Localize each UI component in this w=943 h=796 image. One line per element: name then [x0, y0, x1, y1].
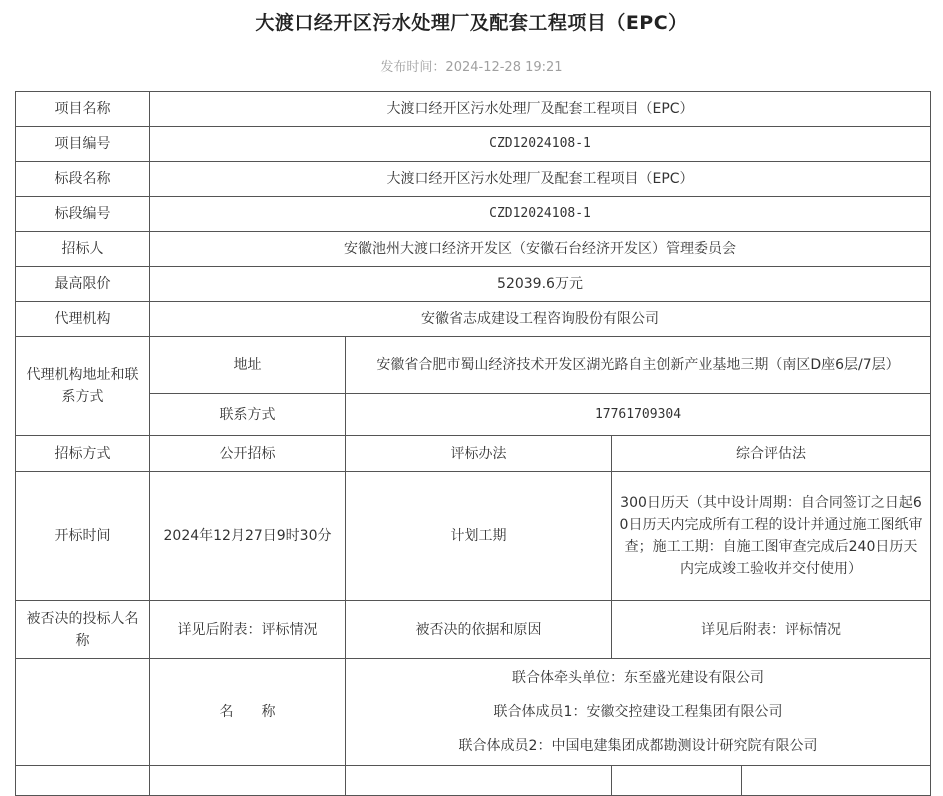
project-name-label: 项目名称 — [16, 92, 150, 127]
open-time-value: 2024年12月27日9时30分 — [150, 472, 346, 601]
table-cell — [612, 766, 742, 796]
agency-phone-value: 17761709304 — [346, 394, 931, 436]
table-cell — [742, 766, 931, 796]
eval-method-label: 评标办法 — [346, 436, 612, 472]
rejected-reason-value: 详见后附表：评标情况 — [612, 601, 931, 659]
list-item: 联合体成员2：中国电建集团成都勘测设计研究院有限公司 — [458, 738, 818, 754]
table-row — [16, 267, 931, 302]
tender-method-label: 招标方式 — [16, 436, 150, 472]
plan-period-value: 300日历天（其中设计周期：自合同签订之日起60日历天内完成所有工程的设计并通过施工图纸审查；施工工期：自施工图审查完成后240日历天内完成竣工验收并交付使用） — [612, 472, 931, 601]
max-price-value: 52039.6万元 — [150, 267, 931, 302]
project-no-value: CZD12024108-1 — [150, 127, 931, 162]
section-name-value: 大渡口经开区污水处理厂及配套工程项目（EPC） — [150, 162, 931, 197]
tenderer-label: 招标人 — [16, 232, 150, 267]
table-cell — [16, 766, 150, 796]
tender-method-value: 公开招标 — [150, 436, 346, 472]
table-row — [16, 337, 931, 394]
table-row — [16, 302, 931, 337]
max-price-label: 最高限价 — [16, 267, 150, 302]
table-row — [16, 92, 931, 127]
table-row — [16, 197, 931, 232]
table-row — [16, 232, 931, 267]
table-row — [16, 766, 931, 796]
section-no-label: 标段编号 — [16, 197, 150, 232]
rejected-bidder-label: 被否决的投标人名称 — [16, 601, 150, 659]
list-item: 联合体成员1：安徽交控建设工程集团有限公司 — [493, 704, 783, 720]
winner-section-label — [16, 659, 150, 766]
project-name-value: 大渡口经开区污水处理厂及配套工程项目（EPC） — [150, 92, 931, 127]
page-title: 大渡口经开区污水处理厂及配套工程项目（EPC） — [255, 12, 688, 34]
section-no-value: CZD12024108-1 — [150, 197, 931, 232]
agency-value: 安徽省志成建设工程咨询股份有限公司 — [150, 302, 931, 337]
tenderer-value: 安徽池州大渡口经济开发区（安徽石台经济开发区）管理委员会 — [150, 232, 931, 267]
publish-time-label: 发布时间： — [380, 60, 446, 75]
section-name-label: 标段名称 — [16, 162, 150, 197]
publish-time-row — [0, 56, 943, 75]
table-row — [16, 601, 931, 659]
winner-name-list — [346, 659, 931, 766]
rejected-bidder-value: 详见后附表：评标情况 — [150, 601, 346, 659]
agency-phone-label: 联系方式 — [150, 394, 346, 436]
winner-name-label: 名 称 — [150, 659, 346, 766]
agency-address-label: 地址 — [150, 337, 346, 394]
agency-address-value: 安徽省合肥市蜀山经济技术开发区湖光路自主创新产业基地三期（南区D座6层/7层） — [346, 337, 931, 394]
eval-method-value: 综合评估法 — [612, 436, 931, 472]
open-time-label: 开标时间 — [16, 472, 150, 601]
table-cell — [346, 766, 612, 796]
publish-time-value: 2024-12-28 19:21 — [445, 60, 563, 75]
table-row — [16, 127, 931, 162]
table-row — [16, 436, 931, 472]
tender-info-table — [15, 91, 931, 796]
table-row — [16, 472, 931, 601]
agency-contact-label: 代理机构地址和联系方式 — [16, 337, 150, 436]
table-row — [16, 659, 931, 766]
agency-label: 代理机构 — [16, 302, 150, 337]
table-row — [16, 394, 931, 436]
list-item: 联合体牵头单位：东至盛光建设有限公司 — [512, 670, 764, 686]
rejected-reason-label: 被否决的依据和原因 — [346, 601, 612, 659]
plan-period-label: 计划工期 — [346, 472, 612, 601]
table-row — [16, 162, 931, 197]
project-no-label: 项目编号 — [16, 127, 150, 162]
table-cell — [150, 766, 346, 796]
